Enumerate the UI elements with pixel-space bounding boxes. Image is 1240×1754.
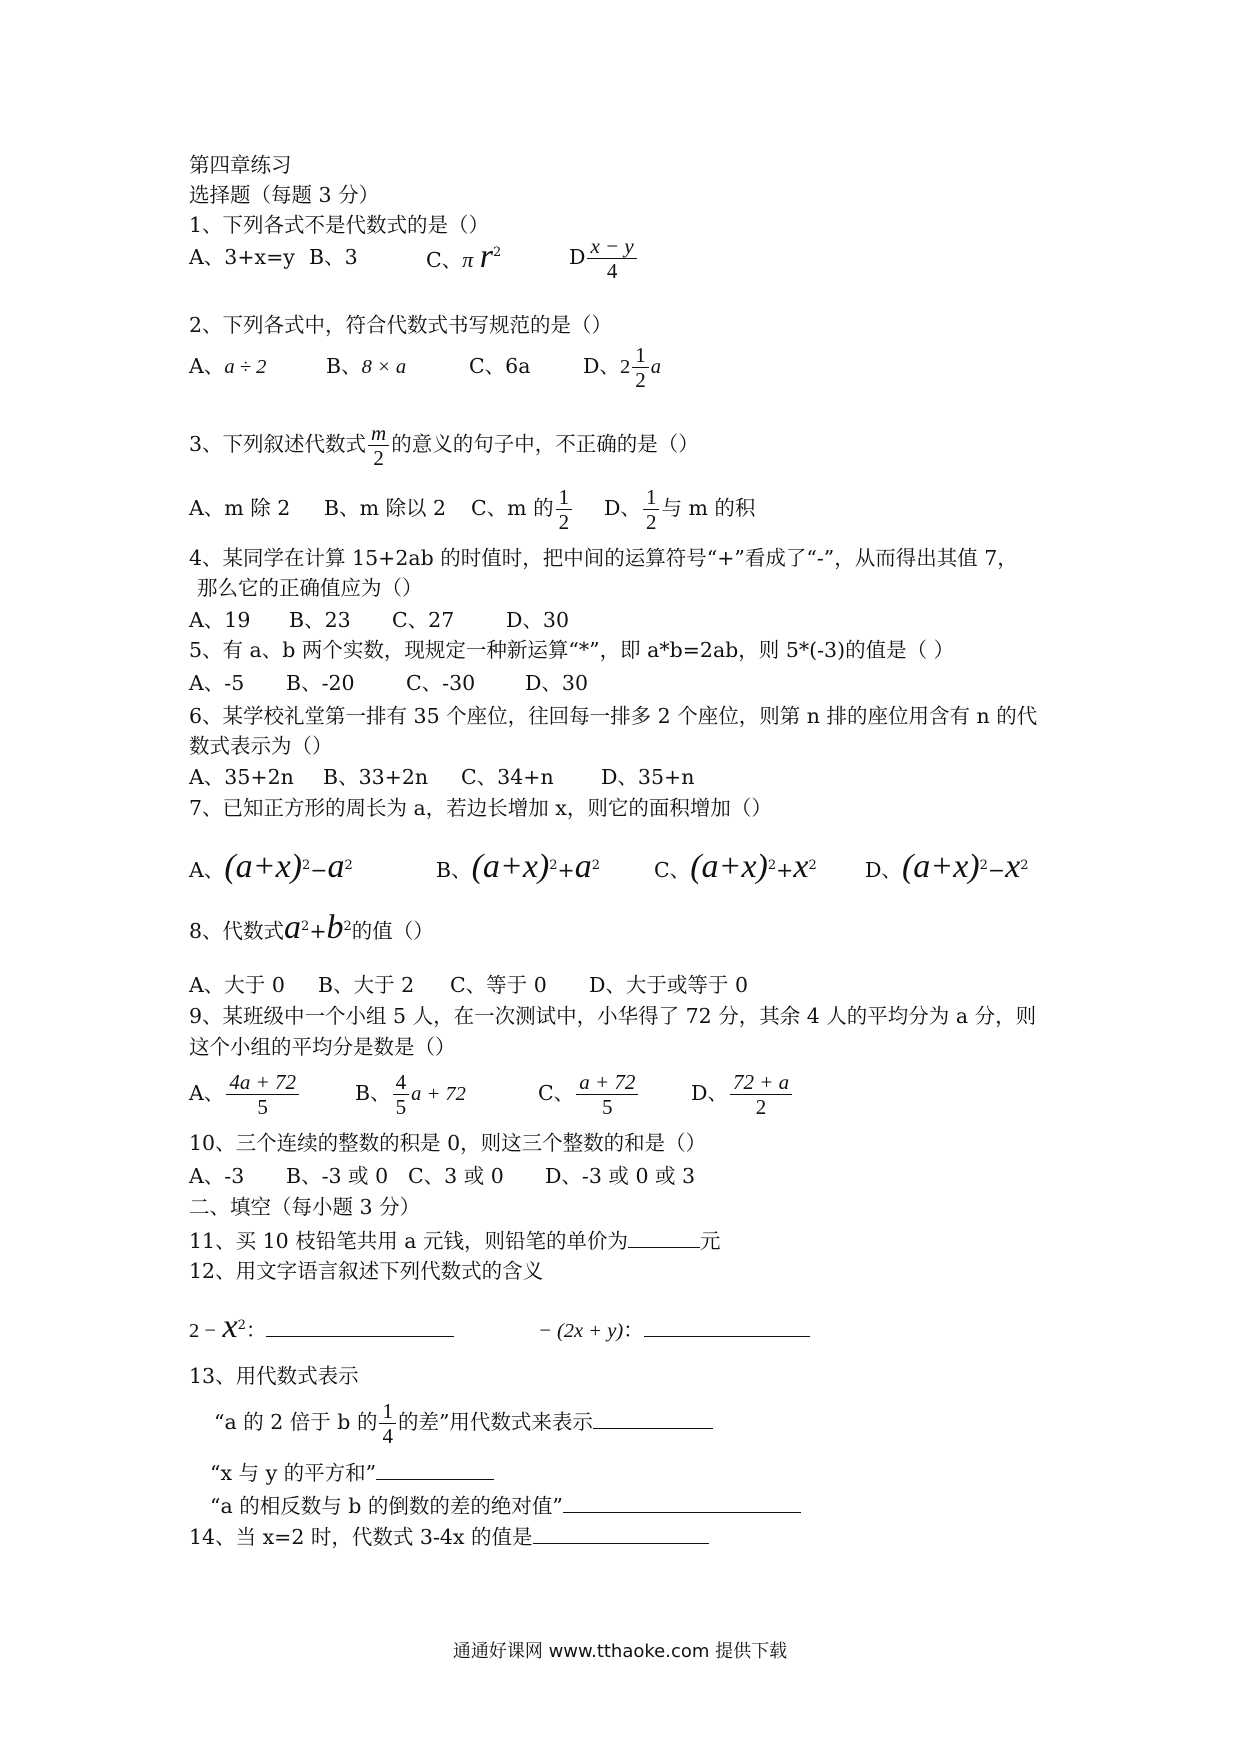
- q2-option-b: B、8 × a: [326, 354, 407, 378]
- question-2-stem: 2、下列各式中，符合代数式书写规范的是（）: [189, 313, 613, 337]
- q12-answer-blank-1[interactable]: [266, 1316, 454, 1337]
- question-6-line-1: 6、某学校礼堂第一排有 35 个座位，往回每一排多 2 个座位，则第 n 排的座位用含有 n 的代: [189, 704, 1038, 728]
- q7-option-a: A、$(a+x)^2-a^2$: [189, 848, 353, 885]
- question-9-line-2: 这个小组的平均分是数是（）: [189, 1035, 456, 1059]
- q8-option-d: D、大于或等于 0: [589, 973, 748, 997]
- question-5-stem: 5、有 a、b 两个实数，现规定一种新运算“*”，即 a*b=2ab，则 5*(-3)的值是（ ）: [189, 638, 955, 662]
- q9-option-a: A、 $\frac{4a + 72}{5}$: [189, 1064, 301, 1122]
- question-13-line-2: “x 与 y 的平方和”: [210, 1459, 494, 1486]
- q4-option-a: A、19: [189, 608, 251, 632]
- q9-option-c: C、 $\frac{a + 72}{5}$: [538, 1064, 640, 1122]
- q12-expr-2: − (2x + y)：: [538, 1305, 810, 1356]
- question-3-stem: 3、下列叙述代数式 $\frac{m}{2}$ 的意义的句子中，不正确的是（）: [189, 421, 699, 470]
- question-13-line-1: “a 的 2 倍于 b 的 $\frac{1}{4}$ 的差”用代数式来表示: [214, 1393, 713, 1451]
- question-6-line-2: 数式表示为（）: [189, 734, 333, 758]
- q8-option-b: B、大于 2: [318, 973, 415, 997]
- section-heading-choice: 选择题（每题 3 分）: [189, 183, 380, 207]
- q8-option-c: C、等于 0: [450, 973, 547, 997]
- q10-option-a: A、-3: [189, 1164, 245, 1188]
- section-heading-fill: 二、填空（每小题 3 分）: [189, 1195, 421, 1219]
- question-11: 11、买 10 枝铅笔共用 a 元钱，则铅笔的单价为 元: [189, 1229, 721, 1253]
- q13-answer-blank-2[interactable]: [376, 1459, 494, 1480]
- question-7-stem: 7、已知正方形的周长为 a，若边长增加 x，则它的面积增加（）: [189, 796, 772, 820]
- q5-option-b: B、-20: [286, 671, 355, 695]
- q7-option-d: D、$(a+x)^2-x^2$: [865, 848, 1029, 885]
- q9-option-d: D、 $\frac{72 + a}{2}$: [691, 1064, 794, 1122]
- question-14: 14、当 x=2 时，代数式 3-4x 的值是: [189, 1523, 709, 1550]
- page-title: 第四章练习: [189, 153, 292, 177]
- q14-answer-blank[interactable]: [533, 1523, 709, 1544]
- q2-option-c: C、6a: [469, 354, 531, 378]
- q1-option-b: B、3: [309, 245, 358, 269]
- question-12-stem: 12、用文字语言叙述下列代数式的含义: [189, 1259, 544, 1283]
- question-1-stem: 1、下列各式不是代数式的是（）: [189, 213, 490, 237]
- q13-answer-blank-3[interactable]: [563, 1492, 801, 1513]
- q9-option-b: B、 $\frac{4}{5}$ a + 72: [355, 1070, 466, 1119]
- footer-source-note: 通通好课网 www.tthaoke.com 提供下载: [452, 1641, 788, 1662]
- question-13-stem: 13、用代数式表示: [189, 1364, 359, 1388]
- q6-option-a: A、35+2n: [189, 765, 294, 789]
- q10-option-b: B、-3 或 0: [286, 1164, 389, 1188]
- q10-option-c: C、3 或 0: [408, 1164, 504, 1188]
- question-4-line-1: 4、某同学在计算 15+2ab 的时值时，把中间的运算符号“+”看成了“-”，从而得出其值 7，: [189, 546, 1018, 570]
- q5-option-a: A、-5: [189, 671, 245, 695]
- q3-option-c: C、m 的 $\frac{1}{2}$: [471, 480, 574, 536]
- q2-option-a: A、a ÷ 2: [189, 354, 267, 378]
- question-4-line-2: 那么它的正确值应为（）: [197, 576, 423, 600]
- q2-option-d: D、 2 $\frac{1}{2}$ a: [583, 342, 661, 392]
- q3-option-b: B、m 除以 2: [324, 496, 447, 520]
- q11-answer-blank[interactable]: [628, 1227, 700, 1248]
- q10-option-d: D、-3 或 0 或 3: [545, 1164, 696, 1188]
- q6-option-b: B、33+2n: [323, 765, 429, 789]
- question-8-stem: 8、代数式$a^2+b^2$的值（）: [189, 909, 434, 946]
- q8-option-a: A、大于 0: [189, 973, 285, 997]
- q12-answer-blank-2[interactable]: [644, 1316, 810, 1337]
- q4-option-d: D、30: [506, 608, 570, 632]
- q1-option-d: D $\frac{x - y}{4}$: [569, 232, 639, 283]
- q5-option-c: C、-30: [406, 671, 476, 695]
- q1-option-c: C、π $r^2$: [426, 238, 502, 275]
- q6-option-d: D、35+n: [601, 765, 695, 789]
- question-9-line-1: 9、某班级中一个小组 5 人，在一次测试中，小华得了 72 分，其余 4 人的平均分为 a 分，则: [189, 1004, 1037, 1028]
- q5-option-d: D、30: [525, 671, 589, 695]
- q7-option-b: B、$(a+x)^2+a^2$: [436, 848, 601, 885]
- q1-option-a: A、3+x=y: [189, 245, 295, 269]
- q13-answer-blank-1[interactable]: [593, 1408, 713, 1429]
- q4-option-c: C、27: [392, 608, 455, 632]
- q12-expr-1: $2 - x^2$：: [189, 1305, 454, 1356]
- q7-option-c: C、$(a+x)^2+x^2$: [654, 848, 817, 885]
- q4-option-b: B、23: [289, 608, 351, 632]
- question-10-stem: 10、三个连续的整数的积是 0，则这三个整数的和是（）: [189, 1131, 707, 1155]
- question-13-line-3: “a 的相反数与 b 的倒数的差的绝对值”: [210, 1492, 801, 1519]
- q3-option-a: A、m 除 2: [189, 496, 291, 520]
- q3-option-d: D、 $\frac{1}{2}$ 与 m 的积: [604, 485, 756, 534]
- q6-option-c: C、34+n: [461, 765, 554, 789]
